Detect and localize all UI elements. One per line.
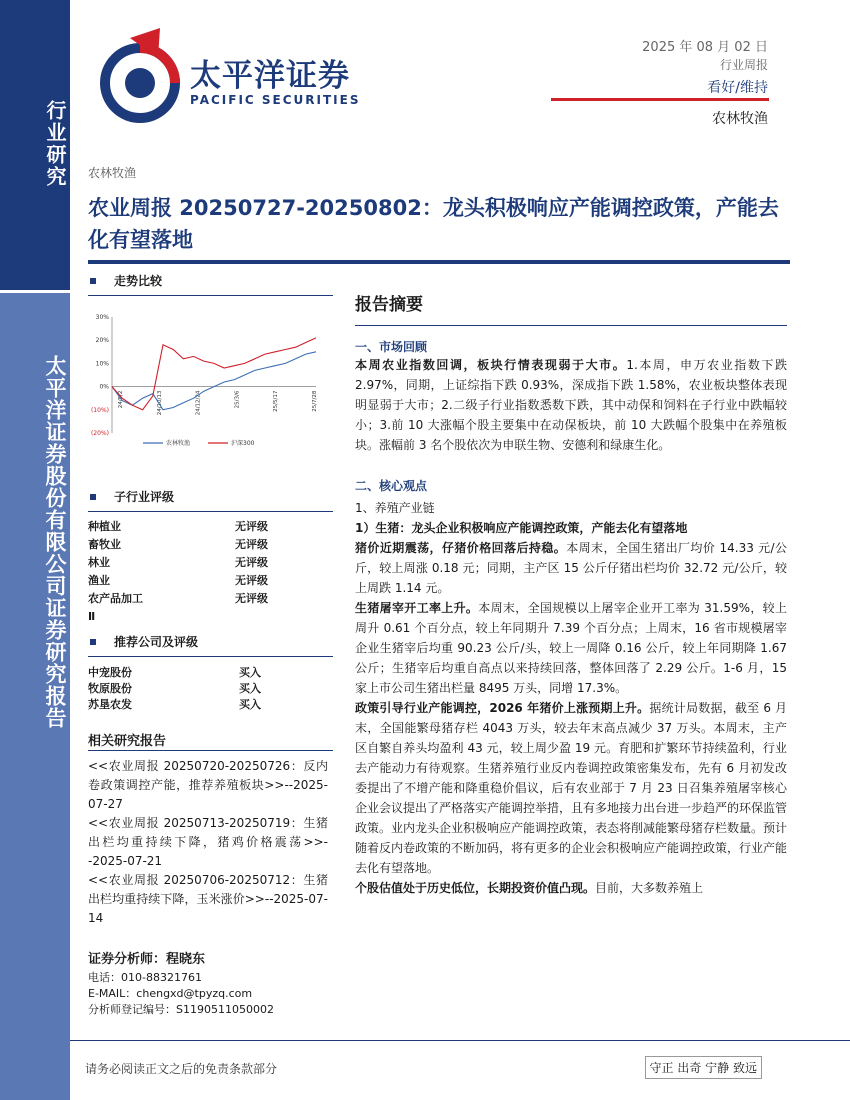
analyst-email: E-MAIL：chengxd@tpyzq.com [88,987,253,1000]
paragraph-lead: 本周农业指数回调，板块行情表现弱于大市。 [355,358,627,372]
paragraph-lead: 生猪屠宰开工率上升。 [355,601,479,615]
industry-rating: 看好/维持 [707,80,768,96]
section-rule [88,656,333,657]
subindustry-row [88,536,333,554]
paragraph-slaughter [355,598,787,698]
analyst-phone: 电话：010-88321761 [88,971,202,984]
abstract-column [355,290,787,898]
paragraph-price [355,538,787,598]
related-report-link[interactable]: <<农业周报 20250706-20250712：生猪出栏均重持续下降，玉米涨价>>--2025-07-14 [88,873,328,925]
footer-rule [70,1040,850,1041]
company-name: 苏垦农发 [88,698,132,711]
subindustry-name: 林业 [88,556,110,569]
sidebar [0,0,70,1100]
company-row [88,697,333,713]
logo-name-en: PACIFIC SECURITIES [190,93,361,107]
paragraph-text: 1.本周，申万农业指数下跌 2.97%，同期，上证综指下跌 0.93%，深成指下跌 1.58%，农业板块整体表现明显弱于大市；2.二级子行业指数悉数下跌，其中动保和饲料在子行业中跌幅较小；3.前 10 大涨幅个股主要集中在动保板块，前 10 大跌幅个股集中在养殖板块。涨幅前 3 名个股依次为申联生物、安德利和绿康生化。 [355,358,787,452]
report-type: 行业周报 [719,58,768,72]
subindustry-rating: 无评级 [235,538,268,551]
subindustry-rating: 无评级 [235,592,268,605]
subindustry-row [88,608,333,626]
paragraph-lead: 1）生猪：龙头企业积极响应产能调控政策，产能去化有望落地 [355,521,688,535]
subindustry-name: Ⅱ [88,610,96,623]
left-column [88,272,333,296]
subindustry-name: 种植业 [88,520,121,533]
company-section-title [88,633,333,650]
subindustry-row [88,590,333,608]
legend-label: 沪深300 [231,440,255,447]
related-reports-list [88,757,328,928]
paragraph-text: 据统计局数据，截至 6 月末，全国能繁母猪存栏 4043 万头，较去年末高点减少 37 万头。本周末，主产区自繁自养头均盈利 43 元，较上周少盈 19 元。育肥和扩繁环节持续盈利，行业去产能动力有待观察。生猪养殖行业反内卷调控政策密集发布，先有 6 月初发改委提出了不增产能和降重稳价倡议，后有农业部于 7 月 23 日召集养殖屠宰核心企业会议提出了严格落实产能调控举措，且有多地接力出台进一步趋严的环保监管政策。业内龙头企业积极响应产能调控政策，表态将削减能繁母猪存栏数量。预计随着反内卷政策的不断加码，将有更多的企业会积极响应产能调控政策，行业产能去化有望落地。 [355,701,788,875]
subindustry-name: 畜牧业 [88,538,121,551]
paragraph-text: 本周末，全国规模以上屠宰企业开工率为 31.59%，较上周升 0.61 个百分点，较上年同期升 7.39 个百分点；上周末，16 省市规模屠宰企业生猪宰后均重 90.23 公斤/头，较上一周降 0.16 公斤，较上年同期降 1.67 公斤；生猪宰后均重自高点以来持续回落，整体回落了 2.29 公斤。1-6 月，15 家上市公司生猪出栏量 8495 万头，同增 17.3%。 [355,601,787,695]
title-divider [88,260,790,264]
legend-label: 农林牧渔 [166,440,191,447]
section-heading-views: 二、核心观点 [355,479,428,493]
trend-chart [88,305,333,450]
x-tick-label: 24/10/13 [156,390,163,416]
trend-title-text: 走势比较 [114,274,163,288]
subindustry-row [88,554,333,572]
x-tick-label: 24/12/24 [195,390,202,416]
subindustry-rating: 无评级 [235,574,268,587]
subindustry-rating: 无评级 [235,556,268,569]
analyst-reg: 分析师登记编号：S1190511050002 [88,1003,274,1016]
trend-section-title [88,272,333,289]
subindustry-section [88,488,333,512]
paragraph-text: 目前，大多数养殖上 [595,881,704,895]
company-title-text: 推荐公司及评级 [114,635,199,649]
abstract-title: 报告摘要 [355,295,423,315]
y-tick-label: 10% [95,360,109,368]
y-tick-label: 0% [99,383,109,391]
company-row [88,681,333,697]
company-rating: 买入 [239,698,261,711]
section-rule [88,295,333,296]
y-tick-label: (20%) [90,430,109,437]
company-rating: 买入 [239,666,261,679]
category-label: 农林牧渔 [88,166,137,180]
report-date: 2025 年 08 月 02 日 [642,40,768,55]
company-name: 牧原股份 [88,682,132,695]
subindustry-rating: 无评级 [235,520,268,533]
related-report-link[interactable]: <<农业周报 20250720-20250726：反内卷政策调控产能，推荐养殖板块>>--2025-07-27 [88,759,328,811]
paragraph-lead: 个股估值处于历史低位，长期投资价值凸现。 [355,881,596,895]
logo-name-cn: 太平洋证券 [190,58,350,94]
analyst-name: 证券分析师：程晓东 [88,952,206,967]
y-tick-label: 20% [95,337,109,345]
bullet-square-icon [90,639,96,645]
company-section [88,633,333,657]
section-rule [88,511,333,512]
footer-motto: 守正 出奇 宁静 致远 [645,1056,762,1079]
company-logo-icon [100,18,190,138]
report-title: 农业周报 20250727-20250802：龙头积极响应产能调控政策，产能去化有望落地 [88,196,779,252]
paragraph-policy [355,698,787,878]
subindustry-section-title [88,488,333,505]
x-tick-label: 25/7/28 [312,390,318,412]
subindustry-name: 农产品加工 [88,592,143,605]
paragraph-lead: 政策引导行业产能调控，2026 年猪价上涨预期上升。 [355,701,650,715]
y-tick-label: 30% [95,314,109,321]
subindustry-title-text: 子行业评级 [114,490,175,504]
sector-name: 农林牧渔 [712,111,768,127]
paragraph-text: 本周末，全国生猪出厂均价 14.33 元/公斤，较上周涨 0.18 元；同期，主产区 15 公斤仔猪出栏均价 32.72 元/公斤，较上周跌 1.14 元。 [355,541,787,595]
company-rating: 买入 [239,682,261,695]
company-name: 中宠股份 [88,666,132,679]
bullet-square-icon [90,278,96,284]
x-tick-label: 25/3/6 [234,390,241,409]
series-line [112,338,316,410]
paragraph-market [355,355,787,455]
abstract-rule [355,325,787,326]
analyst-info [88,952,333,1018]
subindustry-name: 渔业 [88,574,110,587]
related-rule [88,750,333,751]
y-tick-label: (10%) [90,406,109,414]
company-row [88,665,333,681]
section-heading-market: 一、市场回顾 [355,340,428,354]
related-report-link[interactable]: <<农业周报 20250713-20250719：生猪出栏均重持续下降，猪鸡价格震荡>>--2025-07-21 [88,816,328,868]
subindustry-row [88,572,333,590]
x-tick-label: 25/5/17 [273,390,280,412]
subheading-chain: 1、养殖产业链 [355,501,435,515]
related-reports-title: 相关研究报告 [88,734,167,749]
sidebar-company-label: 太平洋证券股份有限公司证券研究报告 [43,355,67,729]
bullet-square-icon [90,494,96,500]
rating-underline [551,98,769,101]
subindustry-row [88,518,333,536]
footer-disclaimer: 请务必阅读正文之后的免责条款部分 [85,1062,278,1076]
company-table [88,665,333,713]
paragraph-valuation [355,878,787,898]
sidebar-top-label: 行业研究 [43,100,67,188]
paragraph-lead: 猪价近期震荡，仔猪价格回落后持稳。 [355,541,567,555]
subheading-hog [355,518,787,538]
x-tick-label: 24/8/2 [118,390,124,409]
subindustry-table [88,518,333,626]
series-line [112,352,316,410]
